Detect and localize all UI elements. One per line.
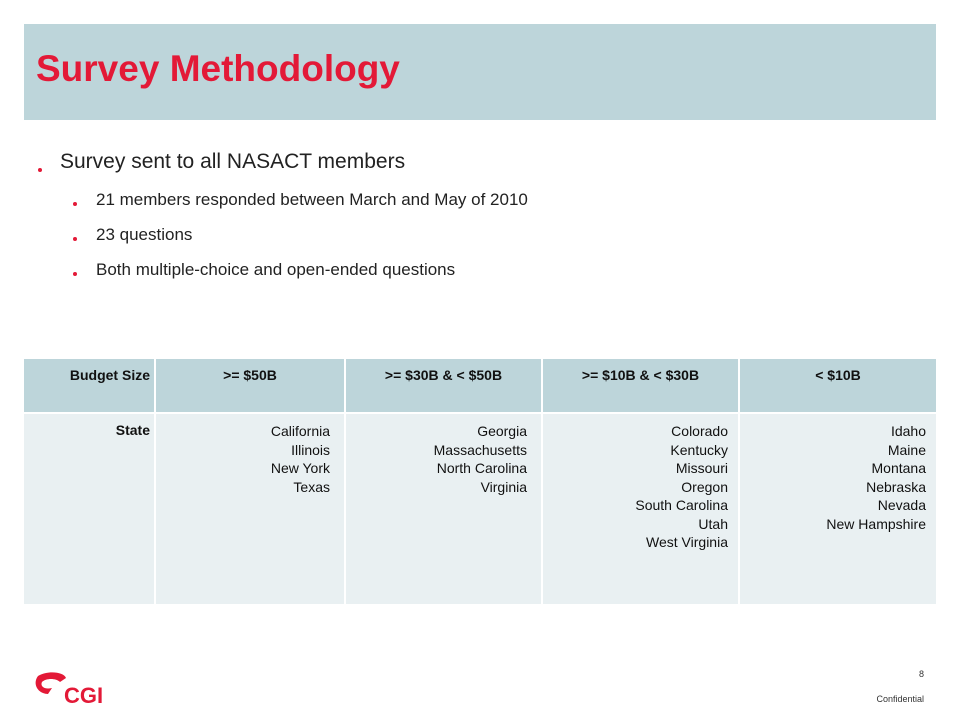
bullet-sub-text: Both multiple-choice and open-ended questions [96, 260, 456, 279]
bullet-sub-2 [36, 225, 916, 260]
bullet-dot-icon [73, 202, 77, 206]
state-name: Texas [293, 478, 330, 495]
bullet-sub-text: 23 questions [96, 225, 193, 244]
state-name: Kentucky [670, 441, 728, 458]
state-name: Georgia [477, 423, 527, 439]
state-name: Virginia [480, 478, 527, 495]
state-name: Missouri [675, 460, 728, 476]
states-col-2 [345, 414, 542, 604]
state-name: New Hampshire [826, 515, 926, 532]
bullet-main-text: Survey sent to all NASACT members [60, 150, 406, 173]
state-name: Montana [871, 460, 926, 476]
states-col-1 [155, 414, 345, 604]
header-10b-30b: >= $10B & < $30B [542, 359, 739, 412]
budget-state-table [24, 359, 936, 604]
bullet-sub-3 [36, 260, 916, 295]
state-name: Utah [698, 515, 728, 532]
states-col-4 [739, 414, 936, 604]
state-name: New York [270, 460, 330, 476]
state-name: Oregon [681, 478, 728, 495]
bullet-main [36, 150, 916, 190]
state-name: Idaho [890, 423, 926, 439]
cgi-logo [34, 670, 114, 710]
state-name: North Carolina [436, 460, 527, 476]
bullet-dot-icon [73, 237, 77, 241]
state-name: Nebraska [866, 478, 926, 495]
header-budget-size: Budget Size [24, 359, 155, 412]
confidential-label: Confidential [876, 694, 924, 704]
bullet-dot-icon [38, 168, 42, 172]
bullet-sub-1 [36, 190, 916, 225]
state-name: Massachusetts [433, 441, 527, 458]
state-name: West Virginia [646, 534, 728, 550]
state-name: Nevada [877, 497, 926, 513]
header-under-10b: < $10B [815, 367, 861, 383]
state-name: South Carolina [635, 497, 728, 513]
bullet-dot-icon [73, 272, 77, 276]
state-name: California [270, 423, 330, 439]
table-header-row [24, 359, 936, 412]
header-30b-50b: >= $30B & < $50B [345, 359, 542, 412]
cgi-swoosh-icon [36, 672, 66, 694]
states-col-3 [542, 414, 739, 604]
state-name: Illinois [291, 441, 330, 458]
state-name: Maine [887, 441, 926, 458]
bullet-list [36, 150, 916, 295]
bullet-sub-text: 21 members responded between March and May of 2010 [96, 190, 528, 209]
page-number: 8 [918, 669, 924, 679]
cgi-logo-text: CGI [64, 683, 104, 708]
title-band [24, 24, 936, 120]
header-50b: >= $50B [155, 359, 345, 412]
slide-title: Survey Methodology [36, 48, 400, 89]
row-label-state: State [24, 414, 155, 604]
table-row [24, 414, 936, 604]
state-name: Colorado [671, 423, 728, 439]
